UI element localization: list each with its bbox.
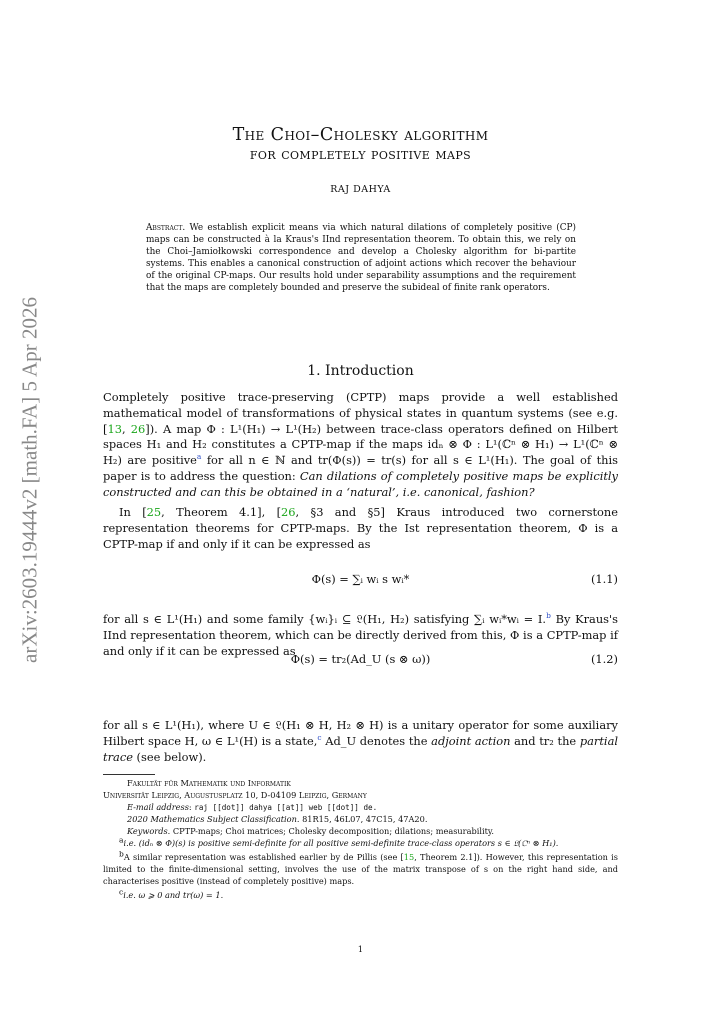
citation-15[interactable]: 15 [403, 852, 415, 862]
abstract-label: Abstract. [146, 223, 186, 233]
p1-text-1: Completely positive trace-preserving (CPTP) maps provide a well established mathematical model of transformations of physical states in quantum systems (see e.g. [ [103, 390, 618, 436]
equation-1-1-body: Φ(s) = ∑ᵢ wᵢ s wᵢ* [311, 572, 410, 586]
msc-label: 2020 Mathematics Subject Classification. [127, 814, 300, 824]
paper-title-line2: for completely positive maps [249, 145, 472, 163]
footer-faculty: Fakultät für Mathematik und Informatik [127, 778, 291, 788]
citation-26[interactable]: 26 [130, 421, 146, 436]
footnote-a-text: i.e. (idₙ ⊗ Φ)(s) is positive semi-definite for all positive semi-definite trace-class operators s ∈ 𝔏(ℂⁿ ⊗ H₁). [123, 838, 559, 848]
research-question: Can dilations of completely positive maps be explicitly constructed and can this be obtained in a ‘natural’, i.e. canonical, fashion? [103, 468, 618, 499]
footnote-b-text-1: A similar representation was established earlier by de Pillis (see [ [123, 852, 404, 862]
email-address[interactable]: raj [[dot]] dahya [[at]] web [[dot]] de. [194, 803, 378, 812]
p4-partial-trace: partial trace [103, 733, 619, 764]
p2-text-3: , §3 and §5] Kraus introduced two cornerstone representation theorems for CPTP-maps. By the Ist representation theorem, Φ is a CPTP-map if and only if it can be expressed as [103, 505, 618, 551]
p1-text-2: , [121, 421, 131, 436]
p3-text-1: for all s ∈ L¹(H₁) and some family {wᵢ}ᵢ ⊆ 𝔏(H₁, H₂) satisfying ∑ᵢ wᵢ*wᵢ = I. [103, 612, 547, 626]
page-number: 1 [357, 945, 364, 955]
p2-text-2: , Theorem 4.1], [ [161, 505, 282, 519]
footnote-a [103, 835, 634, 850]
footnote-b-label: b [119, 849, 124, 859]
footnote-b-text-2: , Theorem 2.1]). However, this representation is limited to the finite-dimensional setting, involves the use of the matrix transpose of s on the right hand side, and characterises positive (instead of completely positive) maps. [103, 852, 618, 886]
footnote-c-label: c [119, 887, 124, 897]
email-label: E-mail address [127, 802, 189, 812]
arxiv-id-text: arXiv:2603.19444v2 [math.FA] 5 Apr 2026 [17, 297, 42, 663]
equation-1-2-body: Φ(s) = tr₂(Ad_U (s ⊗ ω)) [290, 652, 431, 666]
arxiv-identifier [14, 290, 46, 670]
citation-13[interactable]: 13 [107, 421, 122, 436]
footnote-a-label: a [119, 835, 124, 845]
footer-msc [103, 814, 642, 826]
p4-text-1: for all s ∈ L¹(H₁), where U ∈ 𝔏(H₁ ⊗ H, H₂ ⊗ H) is a unitary operator for some auxiliary Hilbert space H, ω ∈ L¹(H) is a state, [103, 718, 618, 748]
p1-text-3: ]). A map Φ : L¹(H₁) → L¹(H₂) between trace-class operators defined on Hilbert spaces H₁ and H₂ constitutes a CPTP-map if the maps idₙ ⊗ Φ : L¹(ℂⁿ ⊗ H₁) → L¹(ℂⁿ ⊗ H₂) are positive [103, 421, 618, 468]
p2-text-1: In [ [119, 505, 147, 519]
footer-keywords [103, 826, 642, 838]
footnote-c-text: i.e. ω ⩾ 0 and tr(ω) = 1. [123, 890, 224, 900]
section-heading: 1. Introduction [307, 363, 414, 379]
p4-text-3: and tr₂ the [510, 733, 580, 748]
p4-text-2: Ad_U denotes the [321, 733, 432, 748]
footer-university: Universität Leipzig, Augustusplatz 10, D-04109 Leipzig, Germany [103, 790, 367, 800]
footnote-mark-b[interactable]: b [546, 611, 551, 621]
p4-adjoint-action: adjoint action [431, 733, 511, 748]
footer-email: E-mail address: raj [[dot]] dahya [[at]] web [[dot]] de. [127, 802, 378, 812]
equation-1-1 [103, 572, 618, 592]
equation-1-2 [103, 652, 618, 672]
citation-25[interactable]: 25 [146, 505, 162, 519]
p1-text-4: for all n ∈ ℕ and tr(Φ(s)) = tr(s) for all s ∈ L¹(H₁). The goal of this paper is to address the question: [103, 453, 618, 483]
footnote-b [103, 849, 618, 887]
abstract [146, 222, 576, 295]
equation-1-2-number: (1.2) [590, 652, 618, 666]
abstract-text: We establish explicit means via which natural dilations of completely positive (CP) maps can be constructed à la Kraus's IInd representation theorem. To obtain this, we rely on the Choi–Jamiołkowski correspondence and develop a Cholesky algorithm for bi-partite systems. This enables a canonical construction of adjoint actions which recover the behaviour of the original CP-maps. Our results hold under separability assumptions and the requirement that the maps are completely bounded and preserve the subideal of finite rank operators. [146, 223, 576, 294]
intro-paragraph-1 [103, 390, 618, 501]
footnote-mark-a[interactable]: a [196, 452, 202, 462]
author-name: RAJ DAHYA [330, 184, 391, 195]
footnote-c [103, 887, 634, 902]
keywords-label: Keywords. [127, 826, 171, 836]
footnote-rule [103, 774, 155, 775]
p3-text-2: By Kraus's IInd representation theorem, which can be directly derived from this, Φ is a CPTP-map if and only if it can be expressed as [103, 612, 619, 658]
intro-paragraph-4 [103, 718, 618, 765]
equation-1-1-number: (1.1) [590, 572, 618, 586]
msc-codes: 81R15, 46L07, 47C15, 47A20. [302, 814, 428, 824]
intro-paragraph-2 [103, 505, 618, 552]
paper-title-line1: The Choi–Cholesky algorithm [232, 125, 489, 145]
keywords-text: CPTP-maps; Choi matrices; Cholesky decomposition; dilations; measurability. [172, 826, 495, 836]
citation-26b[interactable]: 26 [281, 505, 296, 519]
p4-text-4: (see below). [132, 749, 207, 764]
footnote-mark-c[interactable]: c [317, 733, 322, 742]
